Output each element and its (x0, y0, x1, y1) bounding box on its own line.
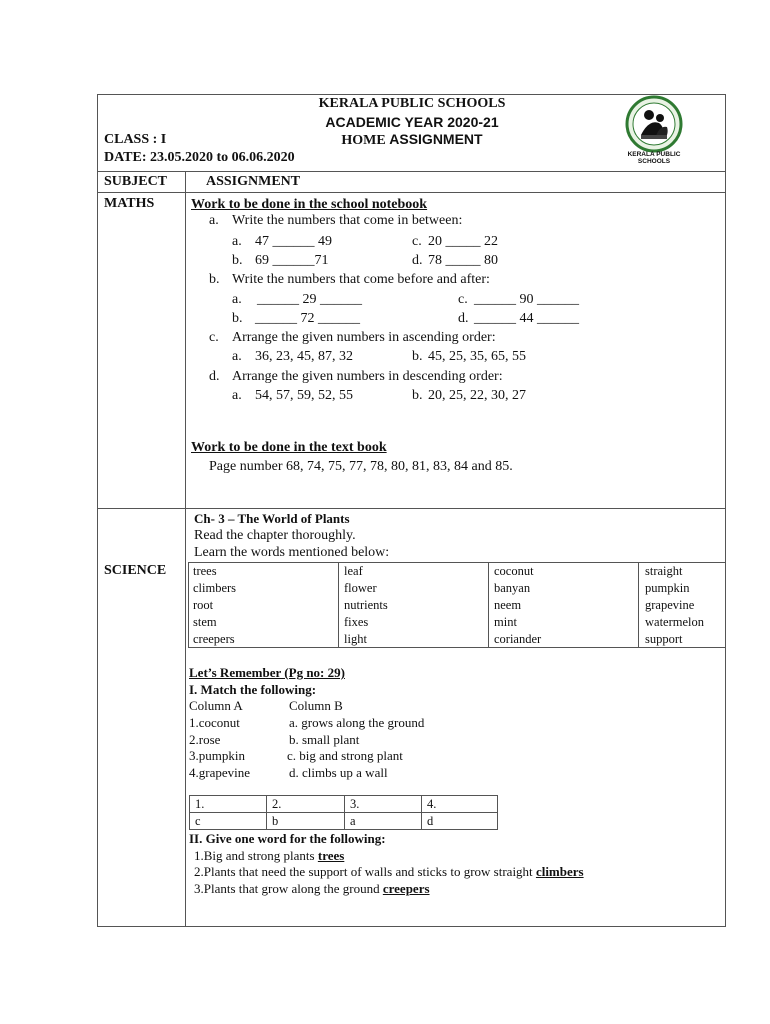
column-b-item: c. big and strong plant (287, 748, 403, 763)
words-line-top (188, 562, 725, 563)
maths-a-item-label: c. (412, 234, 422, 249)
answer-number: 3. (350, 797, 360, 811)
maths-a-text: Write the numbers that come in between: (232, 213, 463, 228)
column-divider (185, 171, 186, 927)
textbook-heading: Work to be done in the text book (191, 440, 387, 455)
column-b-item: d. climbs up a wall (289, 765, 388, 780)
oneword-question: 2.Plants that need the support of walls and sticks to grow straight (194, 864, 536, 879)
class-label: CLASS : I (104, 132, 167, 147)
answer-letter: c (195, 814, 201, 828)
maths-a-item-label: d. (412, 253, 423, 268)
word-cell: flower (344, 581, 377, 595)
oneword-question: 3.Plants that grow along the ground (194, 881, 383, 896)
word-cell: leaf (344, 564, 363, 578)
word-cell: coriander (494, 632, 542, 646)
assignment-title-word: ASSIGNMENT (389, 131, 483, 147)
maths-a-item-text: 20 _____ 22 (428, 234, 498, 249)
oneword-answer: trees (317, 848, 345, 863)
row-line-header (97, 171, 726, 172)
column-b-item: a. grows along the ground (289, 715, 425, 730)
answer-number: 2. (272, 797, 282, 811)
frame-right (725, 94, 726, 927)
school-name: KERALA PUBLIC SCHOOLS (318, 96, 506, 111)
word-cell: support (645, 632, 683, 646)
answer-col-divider (189, 795, 190, 830)
answer-col-divider (266, 795, 267, 830)
remember-heading: Let’s Remember (Pg no: 29) (189, 665, 345, 680)
answer-letter: d (427, 814, 434, 828)
oneword-item (194, 881, 430, 897)
maths-b-item-label: a. (232, 292, 242, 307)
words-col-divider (488, 562, 489, 648)
row-line-maths (97, 508, 726, 509)
logo-caption: KERALA PUBLIC SCHOOLS (627, 151, 681, 165)
word-cell: watermelon (645, 615, 705, 629)
oneword-item (194, 864, 584, 880)
frame-left (97, 94, 98, 927)
column-a-item: 1.coconut (189, 715, 240, 730)
word-cell: nutrients (344, 598, 388, 612)
answer-letter: a (350, 814, 356, 828)
maths-a-item-text: 78 _____ 80 (428, 253, 498, 268)
word-cell: neem (494, 598, 522, 612)
maths-b-item-text: ______ 72 ______ (255, 311, 360, 326)
school-logo (619, 95, 689, 163)
maths-d-text: Arrange the given numbers in descending order: (232, 369, 503, 384)
learn-instruction: Learn the words mentioned below: (194, 545, 390, 560)
maths-c-item-text: 36, 23, 45, 87, 32 (255, 349, 353, 364)
word-cell: fixes (344, 615, 369, 629)
words-line-left (188, 562, 189, 648)
maths-d-item-label: a. (232, 388, 242, 403)
word-cell: climbers (193, 581, 237, 595)
maths-b-item-text: ______ 44 ______ (474, 311, 579, 326)
word-cell: pumpkin (645, 581, 690, 595)
answer-number: 1. (195, 797, 205, 811)
match-heading: I. Match the following: (189, 682, 317, 697)
answer-col-divider (421, 795, 422, 830)
word-cell: mint (494, 615, 517, 629)
maths-b-label: b. (209, 272, 220, 287)
maths-b-item-label: c. (458, 292, 468, 307)
maths-b-item-text: ______ 29 ______ (257, 292, 362, 307)
word-cell: coconut (494, 564, 534, 578)
words-line-bottom (188, 647, 725, 648)
maths-d-item-text: 54, 57, 59, 52, 55 (255, 388, 353, 403)
maths-d-item-label: b. (412, 388, 423, 403)
maths-a-label: a. (209, 213, 219, 228)
read-instruction: Read the chapter thoroughly. (194, 528, 356, 543)
textbook-pages: Page number 68, 74, 75, 77, 78, 80, 81, 83, 84 and 85. (209, 459, 513, 474)
maths-b-text: Write the numbers that come before and after: (232, 272, 490, 287)
maths-c-item-text: 45, 25, 35, 65, 55 (428, 349, 526, 364)
maths-d-label: d. (209, 369, 220, 384)
word-cell: creepers (193, 632, 235, 646)
column-a-item: 4.grapevine (189, 765, 251, 780)
answer-col-divider (497, 795, 498, 830)
maths-c-item-label: a. (232, 349, 242, 364)
answer-letter: b (272, 814, 279, 828)
maths-a-item-text: 69 ______71 (255, 253, 329, 268)
maths-c-label: c. (209, 330, 219, 345)
maths-b-item-label: b. (232, 311, 243, 326)
answer-number: 4. (427, 797, 437, 811)
words-col-divider (638, 562, 639, 648)
maths-subject: MATHS (104, 196, 155, 211)
academic-year: ACADEMIC YEAR 2020-21 (325, 114, 499, 130)
oneword-answer: creepers (382, 881, 430, 896)
column-a-title: Column A (189, 698, 243, 713)
maths-d-item-text: 20, 25, 22, 30, 27 (428, 388, 526, 403)
maths-c-text: Arrange the given numbers in ascending order: (232, 330, 496, 345)
assignment-header: ASSIGNMENT (206, 174, 301, 189)
answer-col-divider (344, 795, 345, 830)
column-a-item: 2.rose (189, 732, 221, 747)
column-b-title: Column B (289, 698, 343, 713)
word-cell: trees (193, 564, 217, 578)
word-cell: straight (645, 564, 683, 578)
subject-header: SUBJECT (104, 174, 168, 189)
chapter-title: Ch- 3 – The World of Plants (194, 511, 350, 526)
oneword-answer: climbers (535, 864, 584, 879)
assignment-title (262, 131, 562, 149)
column-a-item: 3.pumpkin (189, 748, 245, 763)
maths-b-item-label: d. (458, 311, 469, 326)
oneword-heading: II. Give one word for the following: (189, 831, 386, 846)
word-cell: banyan (494, 581, 531, 595)
science-subject: SCIENCE (104, 563, 167, 578)
oneword-question: 1.Big and strong plants (194, 848, 318, 863)
maths-a-item-label: b. (232, 253, 243, 268)
frame-bottom (97, 926, 726, 927)
notebook-heading: Work to be done in the school notebook (191, 197, 428, 212)
word-cell: root (193, 598, 214, 612)
date-label: DATE: 23.05.2020 to 06.06.2020 (104, 150, 295, 165)
maths-c-item-label: b. (412, 349, 423, 364)
maths-a-item-label: a. (232, 234, 242, 249)
maths-a-item-text: 47 ______ 49 (255, 234, 332, 249)
word-cell: stem (193, 615, 217, 629)
row-line-subject (97, 192, 726, 193)
assignment-title-prefix: HOME (341, 133, 390, 148)
oneword-item (194, 848, 344, 864)
words-col-divider (338, 562, 339, 648)
word-cell: light (344, 632, 367, 646)
word-cell: grapevine (645, 598, 695, 612)
maths-b-item-text: ______ 90 ______ (474, 292, 579, 307)
column-b-item: b. small plant (289, 732, 360, 747)
